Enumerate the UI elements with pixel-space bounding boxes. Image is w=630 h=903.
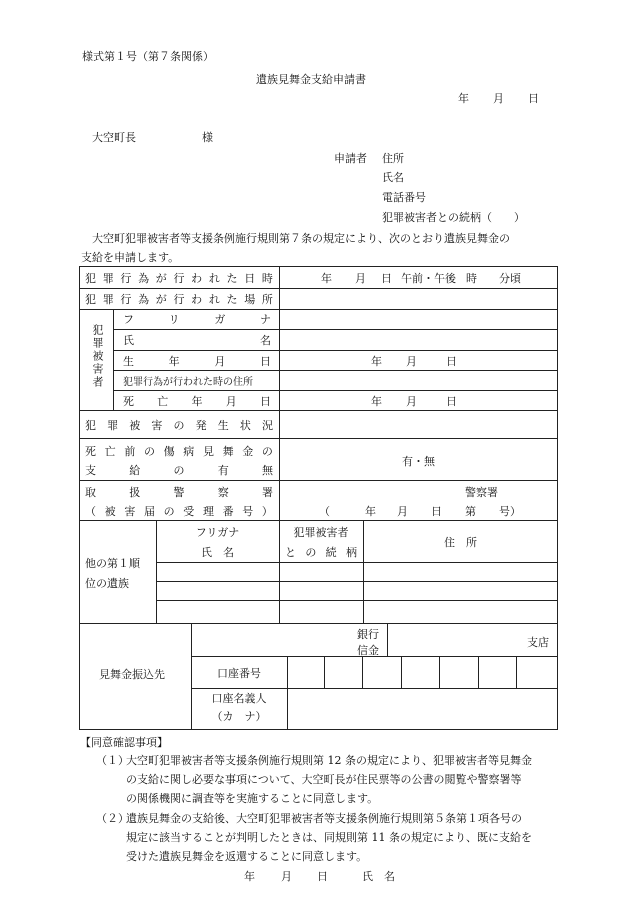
- page-title: 遺族見舞金支給申請書: [256, 73, 366, 86]
- victim-label: 犯罪被害者: [91, 324, 104, 389]
- consent-heading: 【同意確認事項】: [80, 736, 168, 749]
- account-number-label: 口座番号: [217, 667, 261, 680]
- name-label: 氏 名: [123, 334, 271, 347]
- police-value-1: 警察署: [465, 486, 498, 499]
- heirs-name-header: 氏 名: [201, 546, 234, 559]
- consent-item1-line2: の支給に関し必要な事項について、大空町長が住民票等の公書の閲覧や警察署等: [126, 773, 522, 786]
- addressee-suffix: 様: [202, 131, 213, 144]
- intro-line-2: 支給を申請します。: [81, 251, 180, 264]
- police-no: 第: [465, 505, 476, 518]
- birth-year: 年: [371, 355, 382, 368]
- police-label-2: （ 被 害 届 の 受 理 番 号 ）: [85, 505, 273, 518]
- police-year: 年: [365, 505, 376, 518]
- consent-item1-line3: の関係機関に調査等を実施することに同意します。: [126, 792, 379, 805]
- form-number: 様式第１号（第７条関係）: [82, 50, 214, 63]
- branch-label: 支店: [527, 636, 549, 649]
- consent-item2-line2: 規定に該当することが判明したときは、同規則第 11 条の規定により、既に支給を: [126, 831, 532, 844]
- police-month: 月: [397, 505, 408, 518]
- dt-hour: 時: [466, 272, 477, 285]
- other-heirs-label-1: 他の第１順: [85, 557, 140, 570]
- dt-minute: 分頃: [499, 272, 521, 285]
- date-year: 年: [458, 92, 469, 105]
- applicant-label: 申請者: [334, 152, 367, 165]
- date-day: 日: [528, 92, 539, 105]
- heirs-relation-header-1: 犯罪被害者: [293, 526, 349, 539]
- dt-month: 月: [355, 272, 366, 285]
- intro-line-1: 大空町犯罪被害者等支援条例施行規則第７条の規定により、次のとおり遺族見舞金の: [92, 232, 510, 245]
- consent-item2-line1: 遺族見舞金の支給後、大空町犯罪被害者等支援条例施行規則第５条第１項各号の: [126, 812, 522, 825]
- crime-place-label: 犯 罪 行 為 が 行 わ れ た 場 所: [85, 293, 273, 306]
- date-month: 月: [493, 92, 504, 105]
- address-at-crime-label: 犯罪行為が行われた時の住所: [123, 377, 253, 388]
- dt-day: 日: [381, 272, 392, 285]
- injury-benefit-label-2: 支 給 の 有 無: [85, 464, 273, 477]
- signature-month: 月: [281, 870, 292, 883]
- applicant-relation: 犯罪被害者との続柄（ ）: [382, 211, 525, 224]
- furigana-label: フ リ ガ ナ: [123, 313, 271, 326]
- signature-year: 年: [244, 870, 255, 883]
- bank-label-1: 銀行: [357, 628, 379, 641]
- heirs-relation-header-2: と の 続 柄: [285, 546, 357, 559]
- police-no-suffix: 号）: [499, 505, 521, 518]
- heirs-address-header: 住 所: [444, 536, 477, 549]
- heirs-furigana-header: フリガナ: [195, 526, 240, 539]
- police-day: 日: [431, 505, 442, 518]
- police-open: （: [319, 505, 330, 518]
- death-label: 死 亡 年 月 日: [123, 395, 271, 408]
- addressee-name: 大空町長: [92, 131, 136, 144]
- crime-datetime-label: 犯 罪 行 為 が 行 わ れ た 日 時: [85, 272, 273, 285]
- death-year: 年: [371, 395, 382, 408]
- signature-name-label: 氏 名: [362, 870, 395, 883]
- consent-item2-num: （２）: [96, 812, 129, 825]
- dt-year: 年: [321, 272, 332, 285]
- application-table: [79, 266, 558, 730]
- other-heirs-label-2: 位の遺族: [85, 577, 129, 590]
- police-label-1: 取 扱 警 察 署: [85, 486, 273, 499]
- injury-benefit-label-1: 死 亡 前 の 傷 病 見 舞 金 の: [85, 445, 273, 458]
- consent-item1-line1: 大空町犯罪被害者等支援条例施行規則第 12 条の規定により、犯罪被害者等見舞金: [126, 754, 532, 767]
- birth-month: 月: [406, 355, 417, 368]
- transfer-label: 見舞金振込先: [99, 668, 165, 681]
- applicant-address: 住所: [382, 152, 404, 165]
- bank-label-2: 信金: [357, 644, 379, 657]
- account-holder-label-2: （カ ナ）: [211, 710, 267, 723]
- birth-label: 生 年 月 日: [123, 355, 271, 368]
- injury-benefit-value: 有・無: [402, 455, 435, 468]
- birth-day: 日: [446, 355, 457, 368]
- consent-item2-line3: 受けた遺族見舞金を返還することに同意します。: [126, 850, 368, 863]
- damage-status-label: 犯 罪 被 害 の 発 生 状 況: [85, 419, 273, 432]
- death-day: 日: [446, 395, 457, 408]
- signature-day: 日: [317, 870, 328, 883]
- applicant-name: 氏名: [382, 171, 404, 184]
- applicant-phone: 電話番号: [382, 191, 426, 204]
- account-holder-label-1: 口座名義人: [211, 692, 267, 705]
- death-month: 月: [406, 395, 417, 408]
- dt-ampm: 午前・午後: [401, 272, 456, 285]
- consent-item1-num: （１）: [96, 754, 129, 767]
